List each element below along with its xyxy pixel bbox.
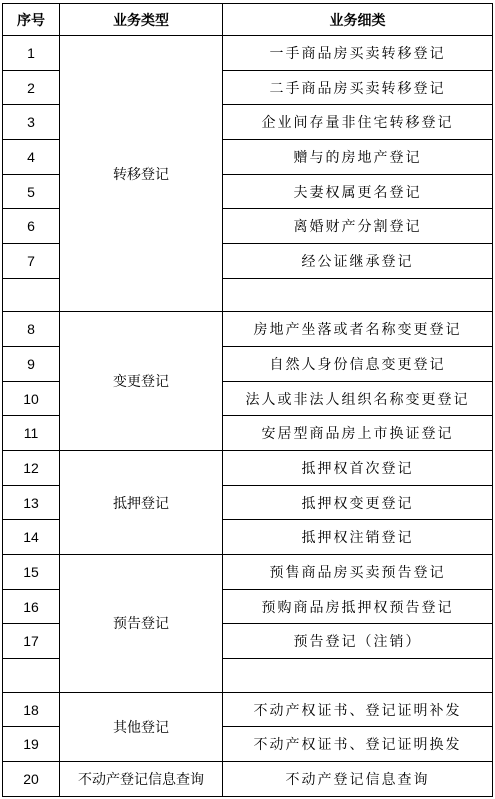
row-number: 11 bbox=[3, 416, 60, 451]
business-detail-cell: 赠与的房地产登记 bbox=[223, 140, 493, 175]
table-row bbox=[3, 692, 493, 727]
header-seq: 序号 bbox=[3, 4, 60, 36]
business-detail-cell: 预购商品房抵押权预告登记 bbox=[223, 589, 493, 624]
header-business-detail: 业务细类 bbox=[223, 4, 493, 36]
business-detail-cell: 一手商品房买卖转移登记 bbox=[223, 36, 493, 71]
business-type-cell: 其他登记 bbox=[60, 692, 223, 761]
header-business-type: 业务类型 bbox=[60, 4, 223, 36]
business-type-cell: 不动产登记信息查询 bbox=[60, 762, 223, 797]
row-number: 2 bbox=[3, 70, 60, 105]
row-number: 18 bbox=[3, 692, 60, 727]
business-detail-cell: 抵押权注销登记 bbox=[223, 520, 493, 555]
row-number: 16 bbox=[3, 589, 60, 624]
business-detail-cell: 房地产坐落或者名称变更登记 bbox=[223, 312, 493, 347]
row-number: 13 bbox=[3, 485, 60, 520]
business-detail-cell: 不动产权证书、登记证明换发 bbox=[223, 727, 493, 762]
row-number: 9 bbox=[3, 347, 60, 382]
row-number: 10 bbox=[3, 381, 60, 416]
table-row bbox=[3, 555, 493, 590]
business-type-cell: 预告登记 bbox=[60, 555, 223, 693]
row-number: 17 bbox=[3, 624, 60, 659]
row-number: 5 bbox=[3, 174, 60, 209]
business-detail-cell: 自然人身份信息变更登记 bbox=[223, 347, 493, 382]
business-detail-cell: 不动产登记信息查询 bbox=[223, 762, 493, 797]
row-number: 8 bbox=[3, 312, 60, 347]
business-detail-cell: 不动产权证书、登记证明补发 bbox=[223, 692, 493, 727]
business-detail-cell: 安居型商品房上市换证登记 bbox=[223, 416, 493, 451]
empty-cell bbox=[3, 659, 60, 693]
row-number: 7 bbox=[3, 244, 60, 279]
row-number: 4 bbox=[3, 140, 60, 175]
business-type-table bbox=[2, 3, 493, 797]
table-row bbox=[3, 762, 493, 797]
business-detail-cell: 预售商品房买卖预告登记 bbox=[223, 555, 493, 590]
empty-cell bbox=[3, 278, 60, 312]
row-number: 20 bbox=[3, 762, 60, 797]
business-detail-cell: 夫妻权属更名登记 bbox=[223, 174, 493, 209]
row-number: 12 bbox=[3, 451, 60, 486]
table-row bbox=[3, 36, 493, 71]
business-detail-cell: 抵押权首次登记 bbox=[223, 451, 493, 486]
business-type-cell: 转移登记 bbox=[60, 36, 223, 312]
row-number: 3 bbox=[3, 105, 60, 140]
table-row bbox=[3, 312, 493, 347]
row-number: 1 bbox=[3, 36, 60, 71]
business-detail-cell: 离婚财产分割登记 bbox=[223, 209, 493, 244]
row-number: 14 bbox=[3, 520, 60, 555]
row-number: 6 bbox=[3, 209, 60, 244]
empty-cell bbox=[223, 659, 493, 693]
business-detail-cell: 预告登记（注销） bbox=[223, 624, 493, 659]
table-row bbox=[3, 451, 493, 486]
business-type-cell: 抵押登记 bbox=[60, 451, 223, 555]
business-detail-cell: 抵押权变更登记 bbox=[223, 485, 493, 520]
business-type-cell: 变更登记 bbox=[60, 312, 223, 451]
row-number: 15 bbox=[3, 555, 60, 590]
business-detail-cell: 企业间存量非住宅转移登记 bbox=[223, 105, 493, 140]
row-number: 19 bbox=[3, 727, 60, 762]
business-detail-cell: 法人或非法人组织名称变更登记 bbox=[223, 381, 493, 416]
empty-cell bbox=[223, 278, 493, 312]
business-detail-cell: 二手商品房买卖转移登记 bbox=[223, 70, 493, 105]
business-detail-cell: 经公证继承登记 bbox=[223, 244, 493, 279]
